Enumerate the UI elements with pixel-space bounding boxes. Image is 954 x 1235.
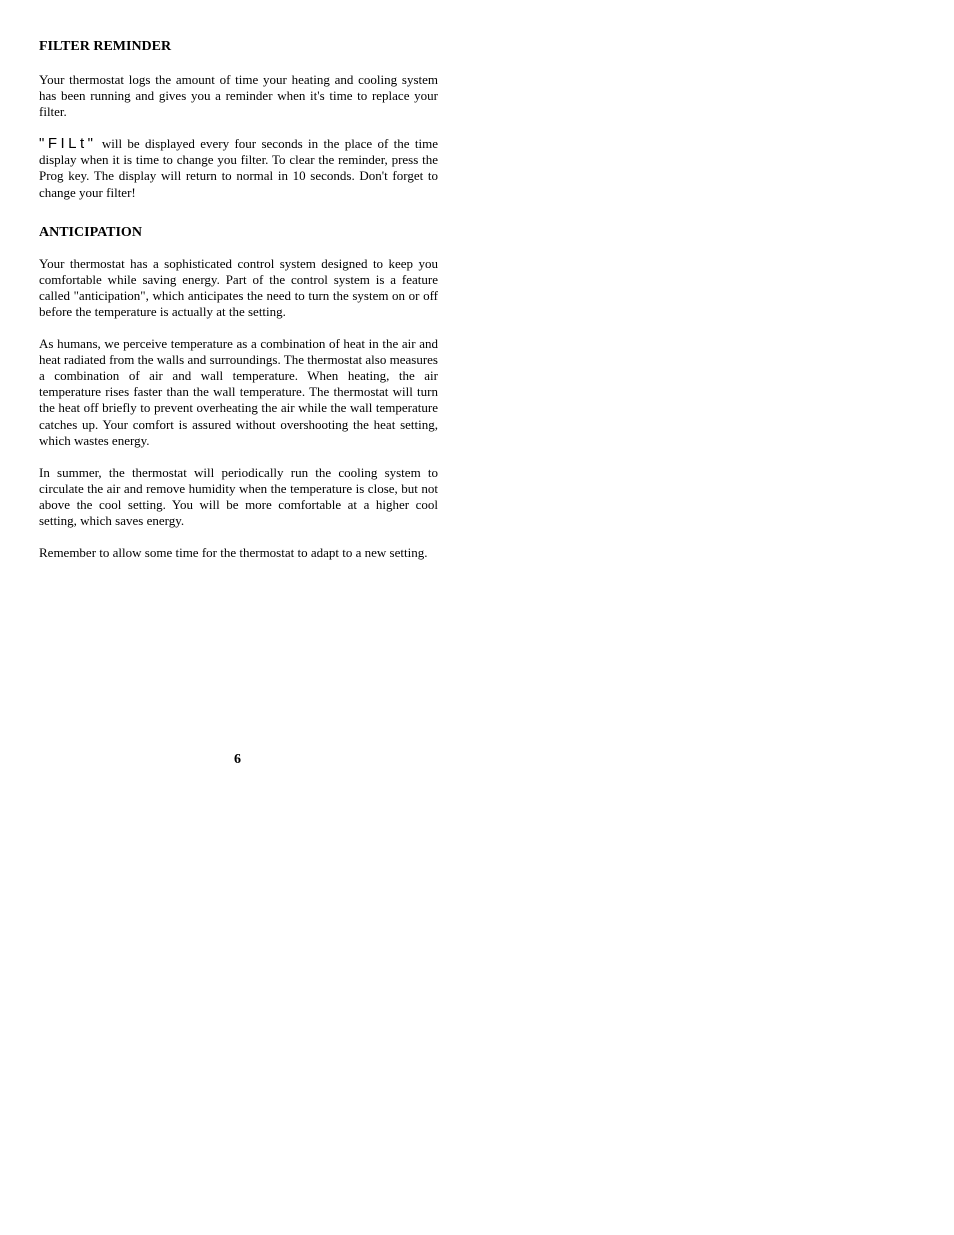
page-number: 6 (234, 752, 241, 767)
filter-reminder-heading: FILTER REMINDER (39, 39, 172, 54)
filt-display-code: "FILt" (39, 135, 97, 153)
anticipation-paragraph-1: Your thermostat has a sophisticated control system designed to keep you comfortable while saving energy. Part of the control system is a feature called "anticipation", which anticipates the need to turn the system on or off before the temperature is actually at the setting. (39, 255, 438, 319)
filter-reminder-paragraph-1: Your thermostat logs the amount of time your heating and cooling system has been running and gives you a reminder when it's time to replace your filter. (39, 72, 438, 120)
text-column (39, 38, 438, 561)
anticipation-paragraph-2: As humans, we perceive temperature as a combination of heat in the air and heat radiated from the walls and surroundings. The thermostat also measures a combination of air and wall temperature. When heating, the air temperature rises faster than the wall temperature. The thermostat will turn the heat off briefly to prevent overheating the air while the wall temperature catches up. Your comfort is assured without overshooting the heat setting, which wastes energy. (39, 336, 438, 448)
filter-reminder-paragraph-2 (39, 136, 438, 200)
filter-reminder-paragraph-2-text: will be displayed every four seconds in the place of the time display when it is time to change you filter. To clear the reminder, press the Prog key. The display will return to normal in 10 seconds. Don't forget to change your filter! (39, 136, 438, 200)
anticipation-paragraph-4: Remember to allow some time for the thermostat to adapt to a new setting. (39, 545, 428, 561)
anticipation-paragraph-3: In summer, the thermostat will periodically run the cooling system to circulate the air and remove humidity when the temperature is close, but not above the cool setting. You will be more comfortable at a higher cool setting, which saves energy. (39, 464, 438, 528)
anticipation-heading: ANTICIPATION (39, 224, 142, 240)
